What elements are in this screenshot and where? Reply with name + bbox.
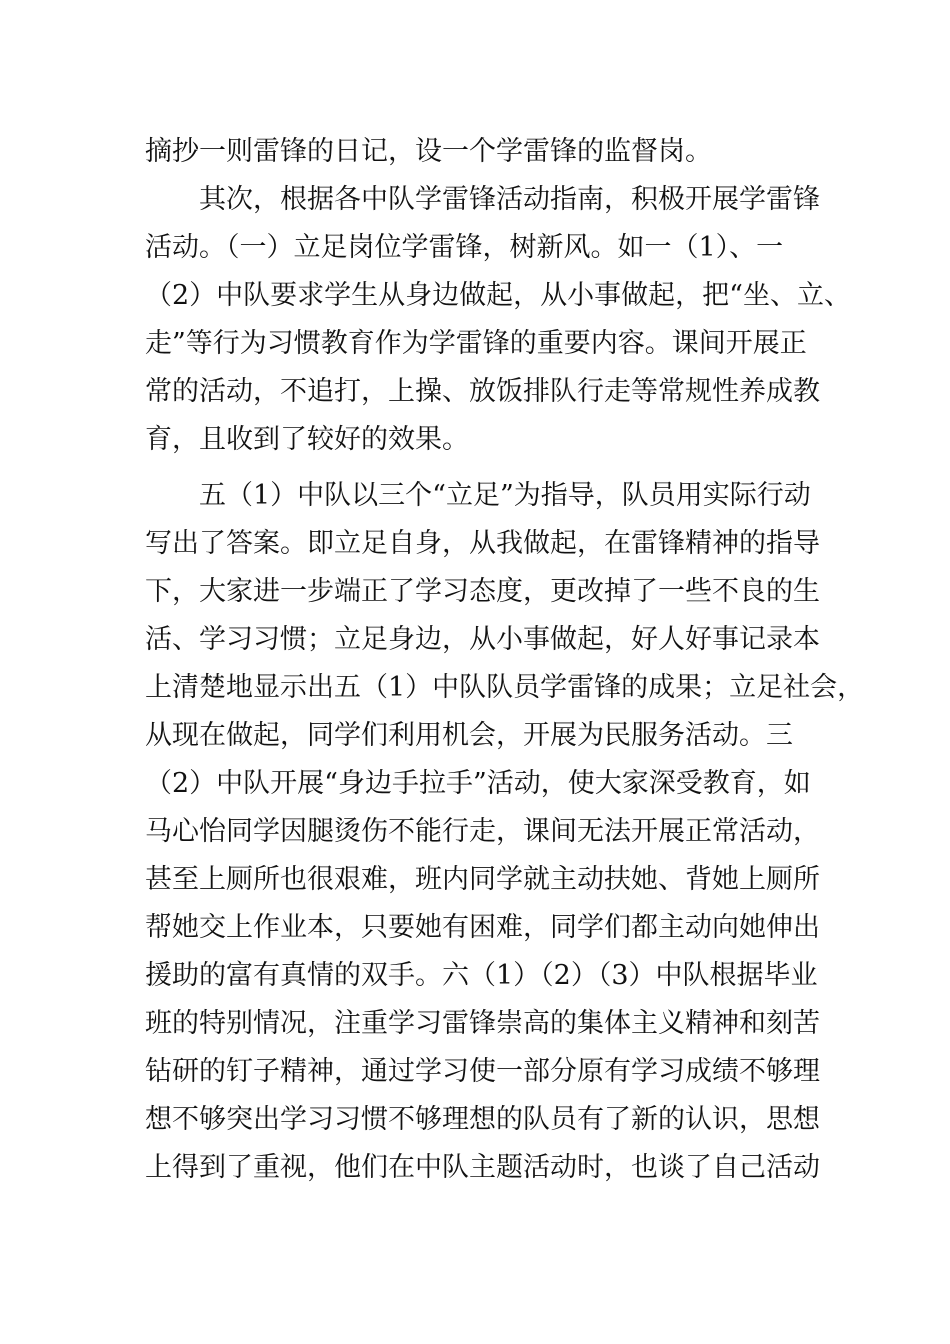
paragraph-2-line-1: 其次，根据各中队学雷锋活动指南，积极开展学雷锋	[199, 184, 820, 215]
paragraph-3-line-12: 班的特别情况，注重学习雷锋崇高的集体主义精神和刻苦	[145, 1008, 820, 1039]
paragraph-3-line-9: 甚至上厕所也很艰难，班内同学就主动扶她、背她上厕所	[145, 864, 820, 895]
paragraph-3-line-14: 想不够突出学习习惯不够理想的队员有了新的认识，思想	[145, 1104, 820, 1135]
paragraph-3-line-3: 下，大家进一步端正了学习态度，更改掉了一些不良的生	[145, 576, 820, 607]
text-line-1: 摘抄一则雷锋的日记，设一个学雷锋的监督岗。	[145, 136, 712, 167]
paragraph-3-line-11: 援助的富有真情的双手。六（1）（2）（3）中队根据毕业	[145, 960, 818, 991]
paragraph-3-line-6: 从现在做起，同学们利用机会，开展为民服务活动。三	[145, 720, 793, 751]
paragraph-2-line-3: （2）中队要求学生从身边做起，从小事做起，把“坐、立、	[145, 280, 851, 311]
paragraph-3-line-7: （2）中队开展“身边手拉手”活动，使大家深受教育，如	[145, 768, 811, 799]
paragraph-3-line-10: 帮她交上作业本，只要她有困难，同学们都主动向她伸出	[145, 912, 820, 943]
paragraph-3-line-13: 钻研的钉子精神，通过学习使一部分原有学习成绩不够理	[145, 1056, 820, 1087]
paragraph-2-line-2: 活动。（一）立足岗位学雷锋，树新风。如一（1）、一	[145, 232, 784, 263]
paragraph-2-line-4: 走”等行为习惯教育作为学雷锋的重要内容。课间开展正	[145, 328, 807, 359]
paragraph-3-line-8: 马心怡同学因腿烫伤不能行走，课间无法开展正常活动，	[145, 816, 820, 847]
paragraph-3-line-4: 活、学习习惯；立足身边，从小事做起，好人好事记录本	[145, 624, 820, 655]
paragraph-2-line-6: 育，且收到了较好的效果。	[145, 424, 469, 455]
paragraph-3-line-1: 五（1）中队以三个“立足”为指导，队员用实际行动	[199, 480, 811, 511]
paragraph-3-line-15: 上得到了重视，他们在中队主题活动时，也谈了自己活动	[145, 1152, 820, 1183]
paragraph-3-line-5: 上清楚地显示出五（1）中队队员学雷锋的成果；立足社会，	[145, 672, 865, 703]
paragraph-2-line-5: 常的活动，不追打，上操、放饭排队行走等常规性养成教	[145, 376, 820, 407]
paragraph-3-line-2: 写出了答案。即立足自身，从我做起，在雷锋精神的指导	[145, 528, 820, 559]
